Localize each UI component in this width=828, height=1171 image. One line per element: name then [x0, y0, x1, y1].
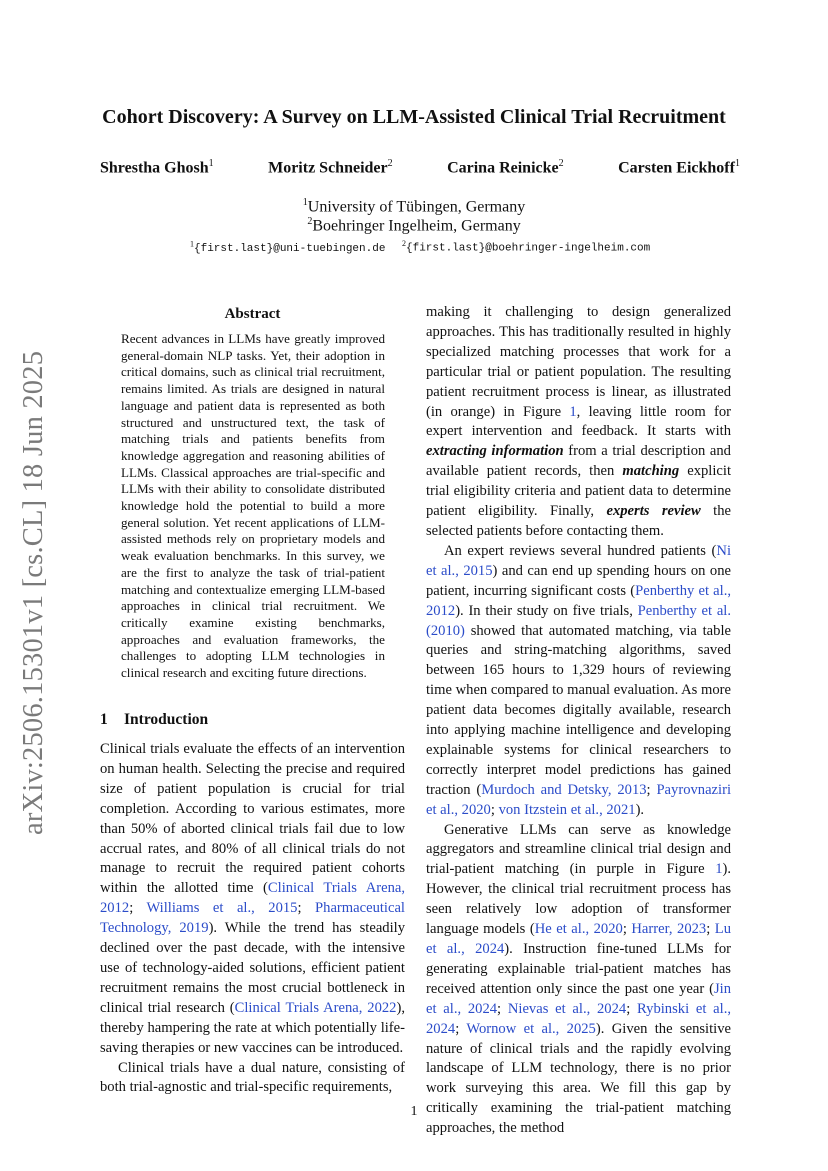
text-run: An expert reviews several hundred patients ( — [444, 542, 717, 559]
citation-link[interactable]: 1 — [569, 403, 577, 420]
text-run: Clinical trials evaluate the effects of an intervention on human health. Selecting the precise and required size of patient population is crucial for trial completion. According to various estimates, more than 50% of aborted clinical trials fail due to low accrual rates, and 80% of all clinical trials do not manage to recruit the required patient cohorts within the allotted time ( — [100, 741, 405, 897]
author: Shrestha Ghosh$^1$ — [100, 158, 214, 177]
text-run: ; — [706, 921, 715, 938]
paragraph — [426, 303, 731, 542]
citation-link[interactable]: Clinical Trials Arena, 2012 — [100, 880, 405, 917]
text-run: ). Given the sensitive nature of clinical trials and the rapidly evolving landscape of LLM technology, there is no prior work surveying this area. We fill this gap by critically examining the trial-patient matching approaches, the method — [426, 1020, 731, 1137]
abstract-heading: Abstract — [224, 306, 281, 322]
text-run: ), thereby hampering the rate at which potentially life-saving therapies or new vaccines can be introduced. — [100, 999, 405, 1056]
left-column-body — [100, 740, 405, 1098]
text-run: Generative LLMs can serve as knowledge aggregators and streamline clinical trial design and trial-patient matching (in purple in Figure — [426, 821, 731, 878]
emphasis-text: experts review — [606, 503, 701, 520]
text-run: Clinical trials have a dual nature, consisting of both trial-agnostic and trial-specific requirements, — [100, 1059, 405, 1096]
citation-link[interactable]: Pharmaceutical Technology, 2019 — [100, 900, 405, 937]
citation-link[interactable]: Penberthy et al. (2010) — [426, 602, 732, 639]
citation-link[interactable]: 1 — [715, 861, 723, 878]
text-run: explicit trial eligibility criteria and patient data to determine patient eligibility. Finally, — [426, 463, 731, 520]
section-heading: 1 Introduction — [100, 711, 209, 728]
text-run: ). In their study on five trials, — [455, 602, 638, 619]
citation-link[interactable]: von Itzstein et al., 2021 — [498, 801, 636, 818]
text-run: ). Instruction fine-tuned LLMs for generating explainable trial-patient matches has received attention only since the past one year ( — [426, 941, 731, 997]
citation-link[interactable]: Williams et al., 2015 — [146, 900, 298, 917]
paper-title: Cohort Discovery: A Survey on LLM-Assisted Clinical Trial Recruitment — [102, 106, 726, 128]
text-run: ; — [622, 921, 632, 938]
text-run: ). While the trend has steadily declined over the past decade, with the intensive use of technology-aided solutions, efficient patient recruitment remains the most crucial bottleneck in clinical trial research ( — [100, 920, 405, 1016]
text-run: ; — [129, 900, 147, 917]
right-column-body — [426, 303, 731, 1139]
text-run: the selected patients before contacting them. — [426, 503, 731, 539]
text-run: ) and can end up spending hours on one patient, incurring significant costs ( — [426, 562, 731, 599]
text-run: ). — [635, 801, 645, 818]
author: Moritz Schneider$^2$ — [268, 158, 393, 177]
citation-link[interactable]: Payrovnaziri et al., 2020 — [426, 781, 732, 818]
paragraph — [426, 821, 731, 1140]
citation-link[interactable]: Penberthy et al., 2012 — [426, 582, 731, 619]
citation-link[interactable]: Rybinski et al., 2024 — [426, 1000, 731, 1037]
paragraph — [100, 740, 405, 1059]
page-number: 1 — [410, 1104, 418, 1119]
text-run: making it challenging to design generalized approaches. This has traditionally resulted in highly specialized matching processes that work for a particular trial or patient population. The resulting patient recruitment process is linear, as illustrated (in orange) in Figure — [426, 304, 731, 420]
citation-link[interactable]: Lu et al., 2024 — [426, 921, 731, 957]
citation-link[interactable]: Harrer, 2023 — [631, 921, 707, 938]
abstract-text: Recent advances in LLMs have greatly improved general-domain NLP tasks. Yet, their adoption in critical domains, such as clinical trial recruitment, remains limited. As trials are designed in natural language and patient data is represented as both structured and unstructured text, the task of matching trials and patients benefits from knowledge aggregation and reasoning abilities of LLMs. Classical approaches are trial-specific and LLMs with their ability to consolidate distributed knowledge hold the potential to build a more general solution. Yet recent applications of LLM-assisted methods rely on proprietary models and weak evaluation benchmarks. In this survey, we are the first to analyze the task of trial-patient matching and contextualize emerging LLM-based approaches in clinical trial recruitment. We critically examine existing benchmarks, approaches and evaluation frameworks, the challenges to adopting LLM technologies in clinical research and exciting future directions. — [121, 331, 385, 681]
author: Carsten Eickhoff$^1$ — [618, 158, 740, 177]
text-run: , leaving little room for expert intervention and feedback. It starts with — [426, 403, 731, 440]
text-run: ; — [297, 900, 316, 917]
text-run: ; — [490, 801, 499, 818]
email: $^1${first.last}@uni-tuebingen.de — [190, 239, 386, 255]
text-run: from a trial description and available patient records, then — [426, 443, 731, 480]
text-run: ; — [626, 1000, 637, 1017]
text-run: ; — [455, 1020, 467, 1037]
citation-link[interactable]: Jin et al., 2024 — [426, 980, 731, 1017]
citation-link[interactable]: Clinical Trials Arena, 2022 — [234, 999, 397, 1016]
text-run: ; — [497, 1000, 508, 1017]
author: Carina Reinicke$^2$ — [447, 158, 564, 177]
text-run: ; — [646, 781, 657, 798]
affiliation: $^2$Boehringer Ingelheim, Germany — [307, 216, 521, 235]
affiliation: $^1$University of Tübingen, Germany — [302, 197, 526, 216]
author-list — [100, 158, 740, 177]
email-list — [190, 239, 651, 255]
arxiv-identifier-stamp: arXiv:2506.15301v1 [cs.CL] 18 Jun 2025 — [18, 350, 49, 835]
text-run: showed that automated matching, via table queries and string-matching algorithms, saved between 165 hours to 1,329 hours of reviewing time when compared to manual evaluation. As more patient data becomes digitally available, research into applying machine intelligence and developing explainable systems for clinical researchers to correctly interpret model predictions has gained traction ( — [426, 622, 731, 798]
paragraph — [100, 1059, 405, 1099]
citation-link[interactable]: Nievas et al., 2024 — [507, 1000, 627, 1017]
email: $^2${first.last}@boehringer-ingelheim.com — [402, 239, 651, 255]
emphasis-text: extracting information — [426, 443, 564, 460]
citation-link[interactable]: He et al., 2020 — [534, 921, 623, 938]
citation-link[interactable]: Wornow et al., 2025 — [466, 1020, 596, 1037]
citation-link[interactable]: Murdoch and Detsky, 2013 — [481, 781, 647, 798]
text-run: ). However, the clinical trial recruitment process has seen relatively low adoption of transformer language models ( — [426, 861, 731, 938]
paragraph — [426, 542, 731, 821]
emphasis-text: matching — [622, 463, 680, 480]
citation-link[interactable]: Ni et al., 2015 — [426, 542, 731, 579]
